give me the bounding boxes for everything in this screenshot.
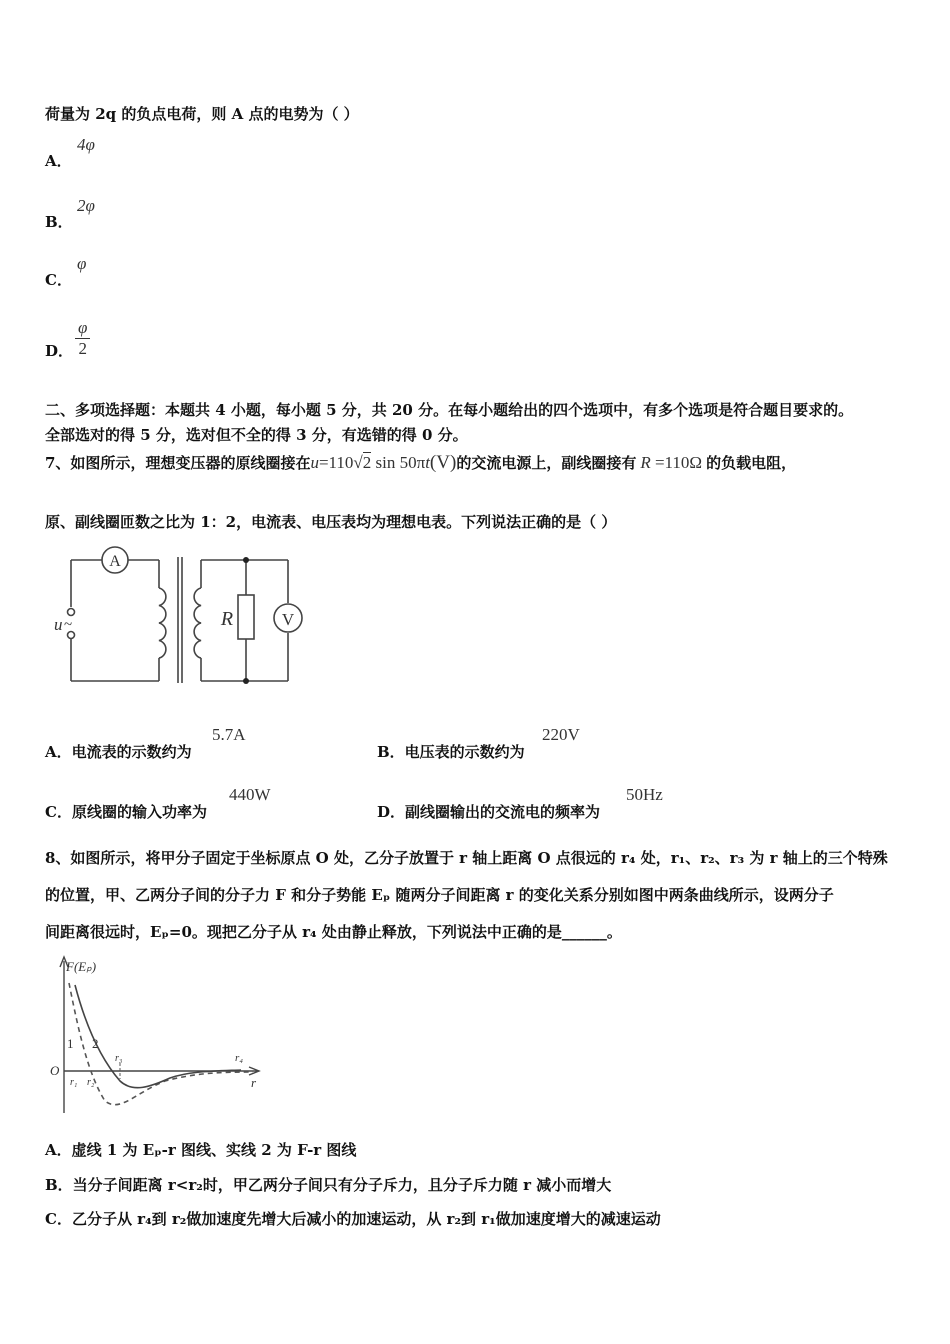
- y-axis-label: F(Eₚ): [66, 959, 97, 974]
- molecular-force-graph: [45, 953, 270, 1118]
- q7-stem-line1: [45, 452, 796, 474]
- q6-option-b-label: B．: [45, 213, 73, 231]
- ammeter-label: A: [109, 553, 121, 570]
- r3-label: r₃: [115, 1053, 123, 1064]
- q7-option-c-text: C．原线圈的输入功率为: [45, 803, 207, 821]
- resistor-label: R: [220, 608, 234, 630]
- q6-option-a-label: A．: [45, 152, 72, 170]
- r2-label: r₂: [87, 1077, 95, 1088]
- transformer-circuit-figure: [45, 543, 315, 688]
- q6-option-a-value: 4φ: [77, 135, 95, 154]
- x-axis-label: r: [251, 1075, 257, 1090]
- q7-stem-part1: 7、如图所示，理想变压器的原线圈接在: [45, 454, 311, 472]
- q8-option-c[interactable]: C．乙分子从 r₄到 r₂做加速度先增大后减小的加速运动，从 r₂到 r₁做加速度增大的减速运动: [45, 1210, 661, 1228]
- q8-stem-line3: 间距离很远时，Eₚ=0。现把乙分子从 r₄ 处由静止释放，下列说法中正确的是______。: [45, 923, 622, 941]
- q7-option-a-text: A．电流表的示数约为: [45, 743, 192, 761]
- q6-option-d-fraction: [75, 318, 90, 359]
- fraction-numerator: φ: [75, 318, 90, 339]
- section2-line2: 全部选对的得 5 分，选对但不全的得 3 分，有选错的得 0 分。: [45, 426, 468, 444]
- q8-stem-line1: 8、如图所示，将甲分子固定于坐标原点 O 处，乙分子放置于 r 轴上距离 O 点很远的 r₄ 处，r₁、r₂、r₃ 为 r 轴上的三个特殊: [45, 849, 888, 867]
- q6-option-d-label: D．: [45, 342, 74, 360]
- q7-option-c-value: 440W: [229, 785, 271, 804]
- q8-option-b[interactable]: B．当分子间距离 r<r₂时，甲乙两分子间只有分子斥力，且分子斥力随 r 减小而增大: [45, 1176, 612, 1194]
- q6-option-b-value: 2φ: [77, 196, 95, 215]
- q6-option-c-label: C．: [45, 271, 72, 289]
- q7-formula-r: R =110Ω: [640, 453, 703, 472]
- q8-stem-line2: 的位置，甲、乙两分子间的分子力 F 和分子势能 Eₚ 随两分子间距离 r 的变化关系分别如图中两条曲线所示，设两分子: [45, 886, 834, 904]
- q7-option-b-text: B．电压表的示数约为: [377, 743, 525, 761]
- q7-option-b-value: 220V: [542, 725, 580, 744]
- q7-stem-part3: 的负载电阻，: [706, 454, 797, 472]
- section2-line1: 二、多项选择题：本题共 4 小题，每小题 5 分，共 20 分。在每小题给出的四个选项中，有多个选项是符合题目要求的。: [45, 401, 854, 419]
- q6-stem: 荷量为 2q 的负点电荷，则 A 点的电势为（ ）: [45, 105, 359, 123]
- fraction-denominator: 2: [78, 339, 87, 358]
- r1-label: r₁: [70, 1077, 78, 1088]
- voltmeter-label: V: [281, 610, 295, 629]
- source-u-label: u: [54, 615, 63, 634]
- origin-label: O: [50, 1063, 60, 1078]
- q7-stem-part2: 的交流电源上，副线圈接有: [456, 454, 637, 472]
- q7-option-a-value: 5.7A: [212, 725, 246, 744]
- q7-option-d-value: 50Hz: [626, 785, 663, 804]
- q7-option-d-text: D．副线圈输出的交流电的频率为: [377, 803, 601, 821]
- q7-formula-u: u=110√2 sin 50πt(V): [310, 452, 457, 473]
- q7-stem-line2: 原、副线圈匝数之比为 1：2，电流表、电压表均为理想电表。下列说法正确的是（ ）: [45, 513, 617, 531]
- q8-option-a[interactable]: A．虚线 1 为 Eₚ-r 图线、实线 2 为 F-r 图线: [45, 1141, 357, 1159]
- r4-label: r₄: [235, 1052, 244, 1064]
- curve-2-label: 2: [92, 1036, 99, 1051]
- source-tilde: ~: [64, 617, 73, 633]
- curve-2-solid: [75, 985, 244, 1088]
- curve-1-label: 1: [67, 1036, 74, 1051]
- q6-option-c-value: φ: [77, 254, 87, 273]
